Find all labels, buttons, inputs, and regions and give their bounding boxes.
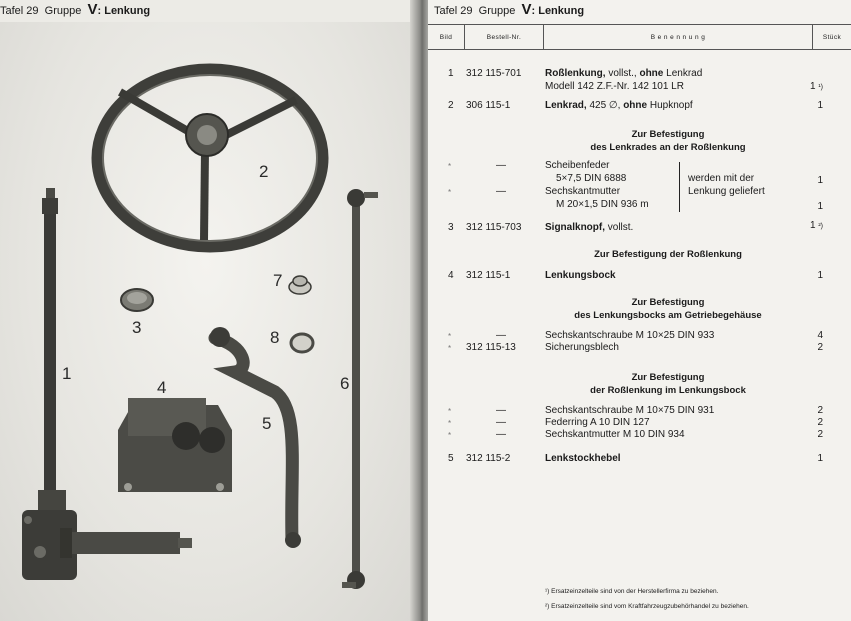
parts-table-header [428,24,851,50]
row-name-rest2: Hupknopf [647,100,693,111]
left-page-header [0,1,150,18]
row-footnote-ref: ¹) [818,84,823,91]
row-name-bold: Lenkungsbock [545,270,616,281]
cap-illustration [289,276,311,294]
section-heading [543,128,793,154]
right-page-header [434,1,584,18]
asterisk-marker: * [448,407,452,416]
row-name-line2: M 20×1,5 DIN 936 m [556,199,649,210]
row-name-rest2: Lenkrad [663,68,703,79]
photo-number-2: 2 [259,162,269,181]
photo-number-4: 4 [157,378,167,397]
row-name-bold: Roßlenkung, [545,68,606,79]
col-benennung: B e n e n n u n g [544,25,813,50]
section-heading [543,371,793,397]
row-stueck: 1 [817,453,823,464]
row-name [545,100,693,111]
col-bild: Bild [428,25,465,50]
row-name-bold: Lenkstockhebel [545,453,621,464]
steering-wheel-illustration [97,69,323,247]
row-name-line2: Modell 142 Z.F.-Nr. 142 101 LR [545,81,684,92]
row-name-line2: 5×7,5 DIN 6888 [556,173,627,184]
row-stueck-value: 1 [809,81,816,92]
steering-column-illustration [22,188,192,580]
row-stueck: 1 [817,270,823,281]
section-heading-line: des Lenkungsbocks am Getriebegehäuse [574,310,762,321]
row-name: Sicherungsblech [545,342,619,353]
row-bestell-nr: 312 115-2 [466,453,511,464]
photo-number-1: 1 [62,364,72,383]
row-name-bold2: ohne [639,68,664,79]
section-heading-line: des Lenkrades an der Roßlenkung [590,142,746,153]
row-stueck [810,220,823,231]
photo-number-7: 7 [273,271,283,290]
group-name: : Lenkung [97,5,151,17]
row-stueck: 2 [817,429,823,440]
asterisk-marker: * [448,188,452,197]
row-stueck: 4 [817,330,823,341]
parts-photo [0,22,412,621]
steering-bracket-illustration [118,398,232,492]
right-page [428,0,851,621]
row-stueck [810,81,823,92]
row-stueck: 1 [817,175,823,186]
section-heading-line: Zur Befestigung [631,297,705,308]
col-stueck: Stück [813,25,851,50]
asterisk-marker: * [448,332,452,341]
row-name-bold: Signalknopf, [545,222,605,233]
gruppe-label: Gruppe [478,5,516,17]
row-bild: 2 [448,100,454,111]
tafel-label: Tafel 29 [434,5,473,17]
row-stueck: 1 [817,100,823,111]
row-bestell-nr: 306 115-1 [466,100,511,111]
row-stueck-value: 1 [809,220,816,231]
group-name: : Lenkung [531,5,585,17]
row-bestell-nr: 312 115-701 [466,68,522,79]
parts-illustration [0,22,412,621]
row-bild: 4 [448,270,454,281]
row-name: Federring A 10 DIN 127 [545,417,650,428]
footnote-1: ¹) Ersatzeinzelteile sind von der Herstellerfirma zu beziehen. [545,588,719,595]
row-bild: 3 [448,222,454,233]
row-name [545,453,621,464]
asterisk-marker: * [448,162,452,171]
row-name: Sechskantmutter M 10 DIN 934 [545,429,685,440]
asterisk-marker: * [448,419,452,428]
row-name: Sechskantschraube M 10×75 DIN 931 [545,405,715,416]
row-bestell-nr: 312 115-1 [466,270,511,281]
photo-number-3: 3 [132,318,142,337]
row-name [545,270,616,281]
row-bestell-nr: — [496,330,506,341]
row-bestell-nr: — [496,186,506,197]
photo-number-8: 8 [270,328,280,347]
row-name-rest: 425 ∅, [586,100,624,111]
asterisk-marker: * [448,431,452,440]
signal-knob-illustration [121,289,153,311]
footnote-2: ²) Ersatzeinzelteile sind vom Kraftfahrzeugzubehörhandel zu beziehen. [545,603,749,610]
group-letter: V [521,1,532,18]
asterisk-marker: * [448,344,452,353]
row-name-bold2: ohne [623,100,648,111]
row-name-bold: Lenkrad, [545,100,587,111]
row-stueck: 2 [817,417,823,428]
section-heading-line: Zur Befestigung [631,129,705,140]
row-bild: 5 [448,453,454,464]
row-bestell-nr: 312 115-703 [466,222,522,233]
gruppe-label: Gruppe [44,5,82,17]
left-page [0,0,412,621]
brace-note-line: Lenkung geliefert [688,186,765,197]
row-bestell-nr: — [496,160,506,171]
photo-number-6: 6 [340,374,350,393]
row-footnote-ref: ²) [818,223,823,230]
row-name: Scheibenfeder [545,160,610,171]
section-heading [543,296,793,322]
row-name-rest: vollst. [605,222,634,233]
row-bestell-nr: 312 115-13 [466,342,516,353]
row-stueck: 2 [817,405,823,416]
group-letter: V [87,1,98,18]
row-name: Sechskantschraube M 10×25 DIN 933 [545,330,715,341]
section-heading [543,248,793,261]
brace-line [679,162,680,212]
row-bild: 1 [448,68,454,79]
row-stueck: 2 [817,342,823,353]
tafel-label: Tafel 29 [0,5,39,17]
section-heading-line: Zur Befestigung der Roßlenkung [594,249,742,260]
section-heading-line: der Roßlenkung im Lenkungsbock [590,385,746,396]
row-name: Sechskantmutter [545,186,621,197]
row-bestell-nr: — [496,417,506,428]
col-bestell-nr: Bestell-Nr. [465,25,544,50]
row-name [545,68,702,79]
row-stueck: 1 [817,201,823,212]
row-name [545,222,633,233]
row-name-rest: vollst., [605,68,640,79]
row-bestell-nr: — [496,429,506,440]
ring-illustration [291,334,313,352]
photo-number-5: 5 [262,414,272,433]
row-bestell-nr: — [496,405,506,416]
brace-note-line: werden mit der [688,173,755,184]
section-heading-line: Zur Befestigung [631,372,705,383]
